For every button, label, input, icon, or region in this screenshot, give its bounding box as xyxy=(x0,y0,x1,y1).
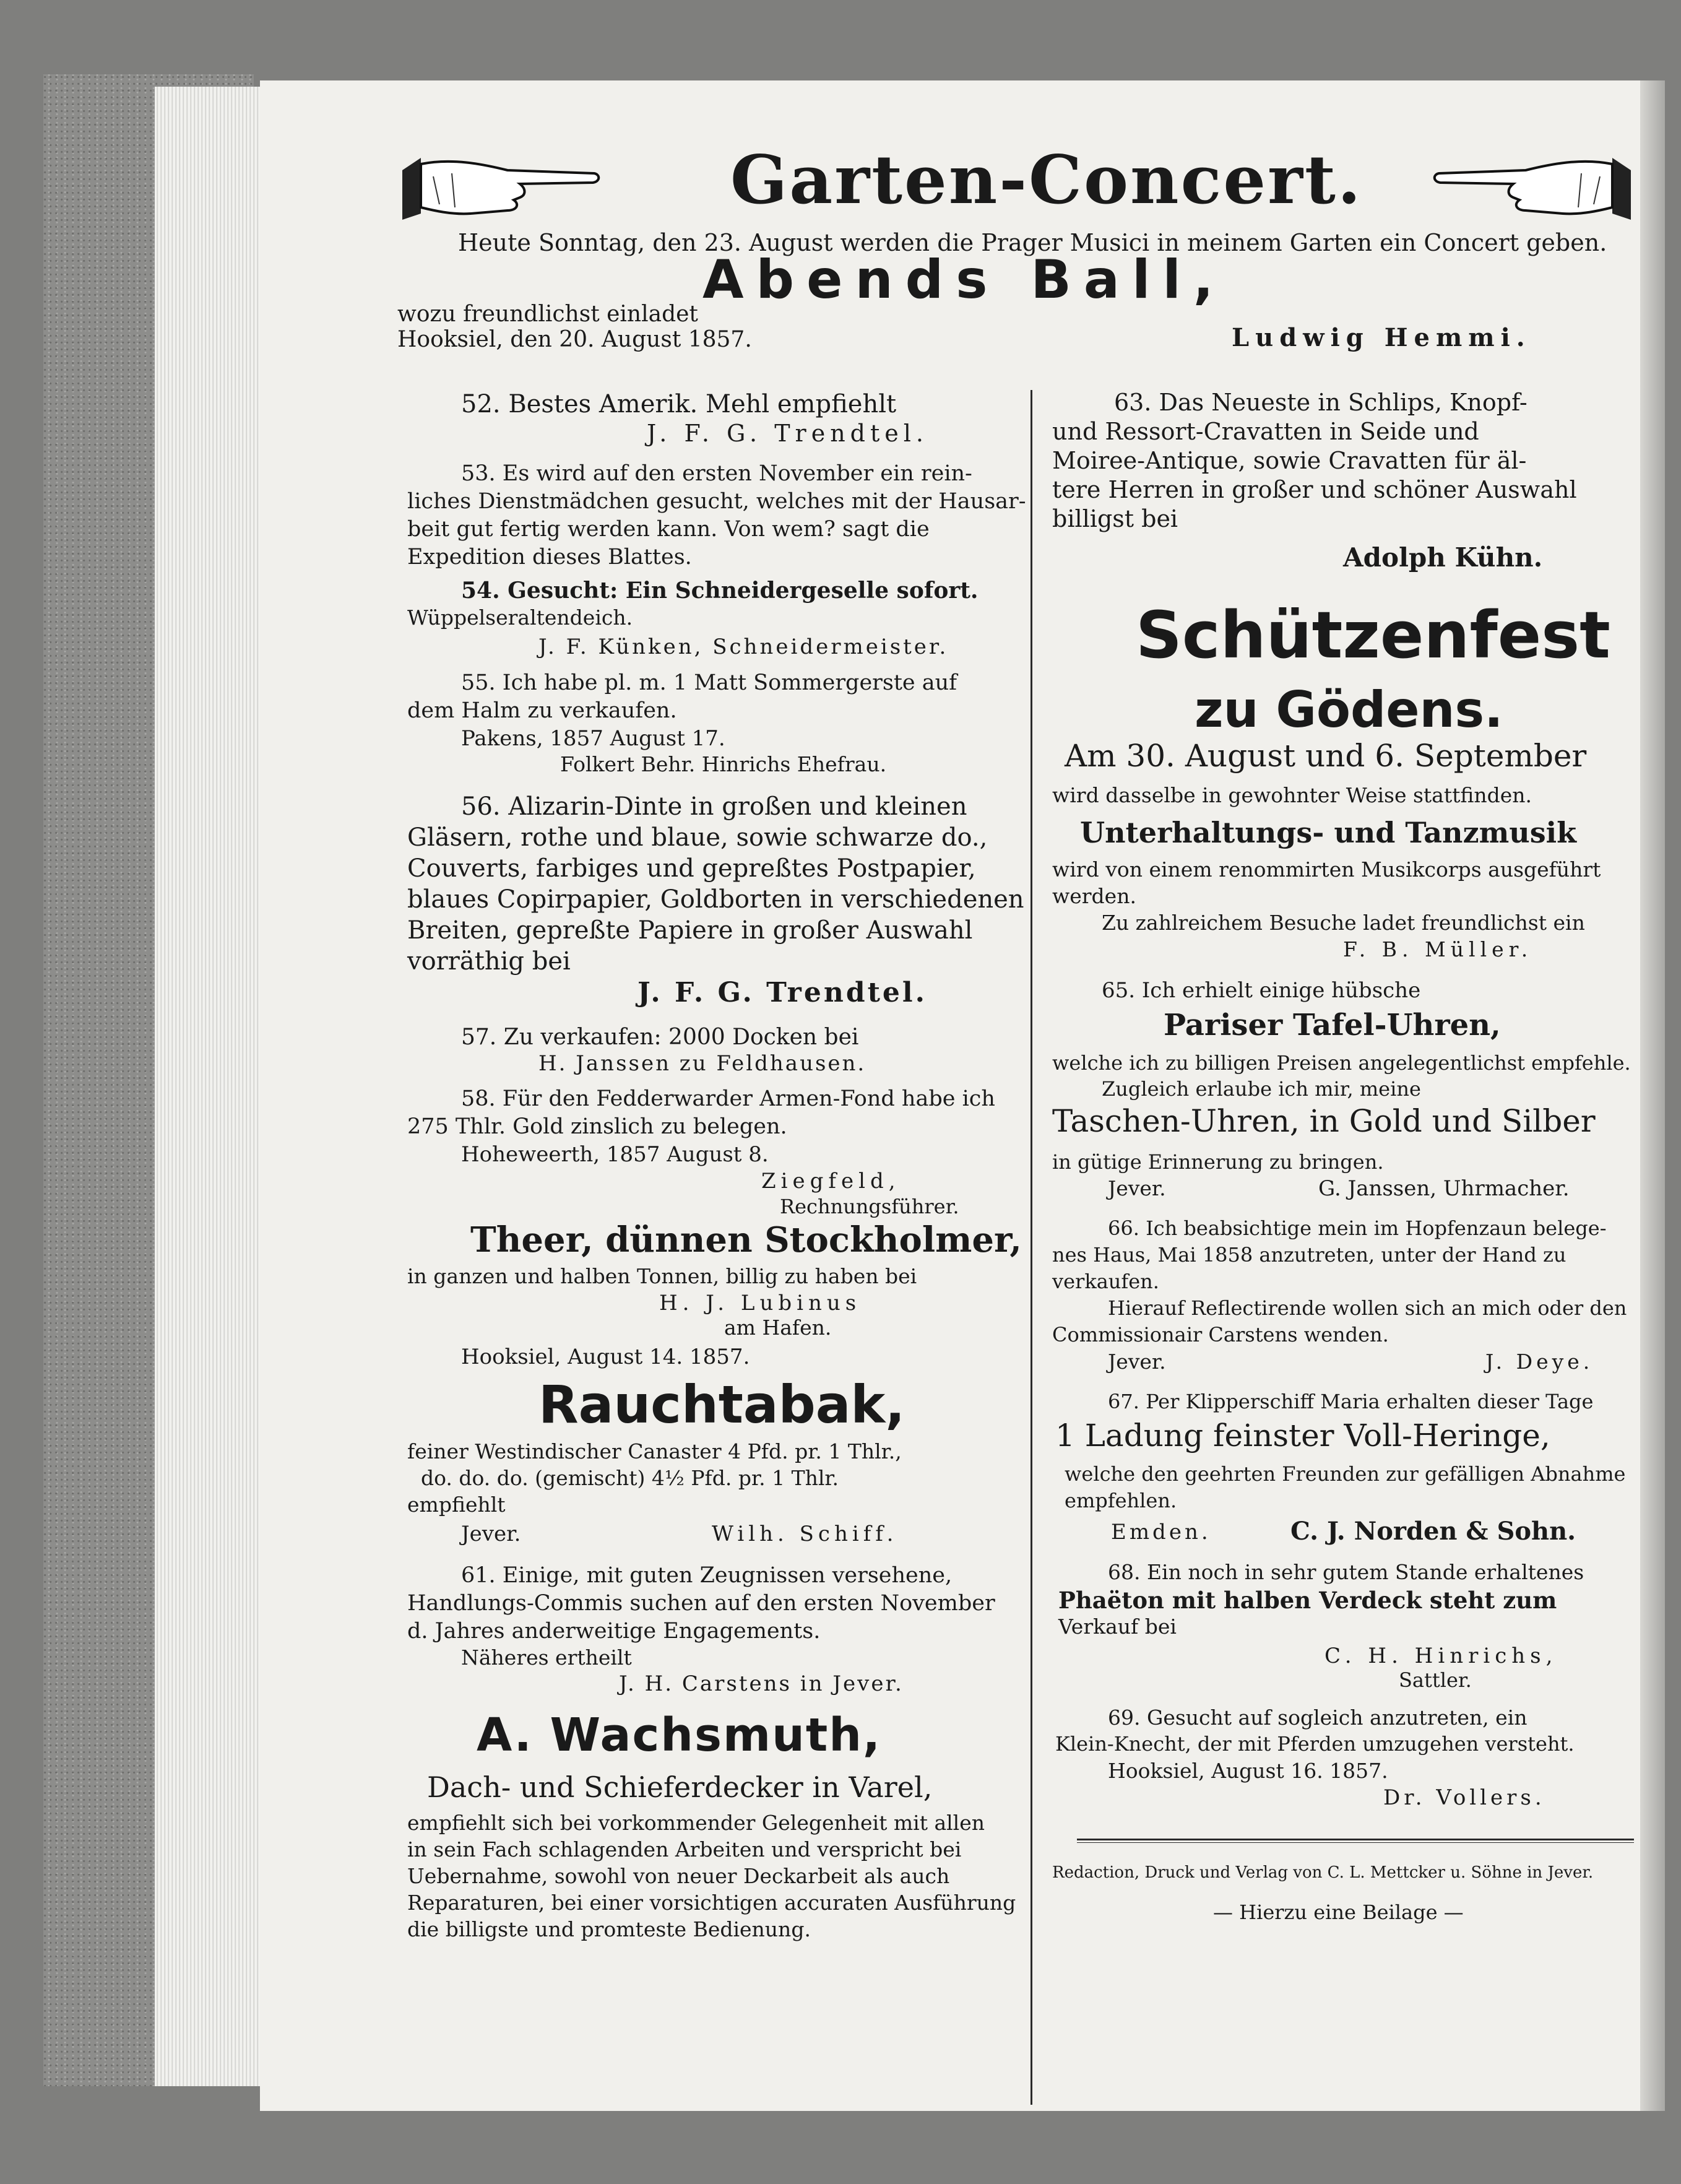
ad-63-line1: 63. Das Neueste in Schlips, Knopf- xyxy=(1114,389,1528,416)
pointing-hand-right-icon xyxy=(1433,145,1637,226)
schuetzenfest-line3: werden. xyxy=(1052,884,1136,908)
ad-52: 52. Bestes Amerik. Mehl empfiehlt xyxy=(461,390,897,418)
ad-55-line3: Pakens, 1857 August 17. xyxy=(461,726,725,751)
theer-line1: in ganzen und halben Tonnen, billig zu haben bei xyxy=(407,1264,917,1288)
ad-58-line2: 275 Thlr. Gold zinslich zu belegen. xyxy=(407,1114,787,1139)
ad-67-signature: C. J. Norden & Sohn. xyxy=(1290,1517,1576,1546)
ad-56-line1: 56. Alizarin-Dinte in großen und kleinen xyxy=(461,792,967,821)
ad-65-title: Pariser Tafel-Uhren, xyxy=(1164,1008,1501,1042)
ad-55-line1: 55. Ich habe pl. m. 1 Matt Sommergerste auf xyxy=(461,670,957,695)
ad-52-signature: J. F. G. Trendtel. xyxy=(647,420,928,447)
ad-61-line2: Handlungs-Commis suchen auf den ersten November xyxy=(407,1591,995,1616)
ad-69-signature: Dr. Vollers. xyxy=(1383,1785,1545,1810)
schuetzenfest-line4: Zu zahlreichem Besuche ladet freundlichst ein xyxy=(1102,911,1585,935)
theer-sig1: H. J. Lubinus xyxy=(659,1291,862,1315)
schuetzenfest-dates: Am 30. August und 6. September xyxy=(1065,738,1587,774)
ad-56-line3: Couverts, farbiges und gepreßtes Postpapier, xyxy=(407,854,976,883)
schuetzenfest-title: Schützenfest xyxy=(1136,597,1610,673)
rauch-title: Rauchtabak, xyxy=(538,1374,905,1435)
ad-68-line3: Verkauf bei xyxy=(1058,1614,1177,1639)
schuetzenfest-title2: zu Gödens. xyxy=(1195,681,1503,739)
ad-54-signature: J. F. Künken, Schneidermeister. xyxy=(538,635,949,659)
ad-55-signature: Folkert Behr. Hinrichs Ehefrau. xyxy=(560,752,887,776)
rauch-line1: feiner Westindischer Canaster 4 Pfd. pr. 1 Thlr., xyxy=(407,1439,902,1463)
pointing-hand-left-icon xyxy=(396,145,600,226)
ad-63-line5: billigst bei xyxy=(1052,505,1178,532)
ad-63-line4: tere Herren in großer und schöner Auswahl xyxy=(1052,476,1577,503)
ad-65-signature: G. Janssen, Uhrmacher. xyxy=(1318,1176,1570,1201)
ad-66-line4: Hierauf Reflectirende wollen sich an mich oder den xyxy=(1108,1296,1627,1320)
ad-65-line3: Zugleich erlaube ich mir, meine xyxy=(1102,1077,1421,1101)
ad-61-line3: d. Jahres anderweitige Engagements. xyxy=(407,1619,821,1644)
wachsmuth-line2: in sein Fach schlagenden Arbeiten und verspricht bei xyxy=(407,1837,962,1861)
ad-68-line1: 68. Ein noch in sehr gutem Stande erhaltenes xyxy=(1108,1560,1584,1584)
ad-67-line3: empfehlen. xyxy=(1065,1489,1177,1512)
ad-57-line2: H. Janssen zu Feldhausen. xyxy=(538,1051,866,1076)
ad-53-line3: beit gut fertig werden kann. Von wem? sagt die xyxy=(407,517,930,542)
ad-67-title: 1 Ladung feinster Voll-Heringe, xyxy=(1055,1418,1550,1454)
ad-55-line2: dem Halm zu verkaufen. xyxy=(407,698,677,723)
page-edges xyxy=(155,87,272,2086)
ad-56-signature: J. F. G. Trendtel. xyxy=(637,977,927,1008)
schuetzenfest-line1: wird dasselbe in gewohnter Weise stattfinden. xyxy=(1052,783,1532,807)
ad-65-title2: Taschen-Uhren, in Gold und Silber xyxy=(1052,1103,1596,1139)
ad-63-line2: und Ressort-Cravatten in Seide und xyxy=(1052,418,1479,445)
ad-66-place: Jever. xyxy=(1108,1350,1166,1374)
ad-65-place: Jever. xyxy=(1108,1176,1166,1200)
ad-66-line1: 66. Ich beabsichtige mein im Hopfenzaun belege- xyxy=(1108,1216,1607,1240)
ad-68-line2: Phaëton mit halben Verdeck steht zum xyxy=(1058,1587,1557,1614)
imprint: Redaction, Druck und Verlag von C. L. Mettcker u. Söhne in Jever. xyxy=(1052,1863,1594,1882)
ad-66-line5: Commissionair Carstens wenden. xyxy=(1052,1323,1389,1346)
ad-65-line2: welche ich zu billigen Preisen angelegentlichst empfehle. xyxy=(1052,1051,1631,1075)
ad-66-line2: nes Haus, Mai 1858 anzutreten, unter der Hand zu xyxy=(1052,1243,1566,1267)
ad-58-line1: 58. Für den Fedderwarder Armen-Fond habe ich xyxy=(461,1086,995,1111)
schuetzenfest-signature: F. B. Müller. xyxy=(1343,937,1533,961)
ad-54-line2: Wüppelseraltendeich. xyxy=(407,605,633,630)
rauch-line3: empfiehlt xyxy=(407,1493,506,1517)
beilage-note: — Hierzu eine Beilage — xyxy=(1213,1900,1464,1924)
imprint-rule-top2 xyxy=(1077,1842,1634,1843)
rauch-place: Jever. xyxy=(461,1522,521,1546)
ad-66-signature: J. Deye. xyxy=(1485,1350,1594,1374)
ad-67-line1: 67. Per Klipperschiff Maria erhalten dieser Tage xyxy=(1108,1390,1594,1413)
ad-65-line4: in gütige Erinnerung zu bringen. xyxy=(1052,1150,1384,1174)
ad-67-line2: welche den geehrten Freunden zur gefälligen Abnahme xyxy=(1065,1462,1626,1486)
wachsmuth-line1: empfiehlt sich bei vorkommender Gelegenheit mit allen xyxy=(407,1811,985,1835)
ad-63-line3: Moiree-Antique, sowie Cravatten für äl- xyxy=(1052,447,1527,474)
theer-title: Theer, dünnen Stockholmer, xyxy=(470,1220,1022,1260)
wachsmuth-line5: die billigste und promteste Bedienung. xyxy=(407,1917,811,1941)
header-line: Heute Sonntag, den 23. August werden die Prager Musici in meinem Garten ein Concert geben. xyxy=(458,229,1607,256)
ad-56-line4: blaues Copirpapier, Goldborten in verschiedenen xyxy=(407,885,1024,914)
ad-69-line2: Klein-Knecht, der mit Pferden umzugehen versteht. xyxy=(1055,1732,1575,1756)
ad-53-line1: 53. Es wird auf den ersten November ein rein- xyxy=(461,461,972,486)
wachsmuth-subtitle: Dach- und Schieferdecker in Varel, xyxy=(427,1770,933,1804)
ad-69-line1: 69. Gesucht auf sogleich anzutreten, ein xyxy=(1108,1705,1528,1730)
schuetzenfest-line2: wird von einem renommirten Musikcorps ausgeführt xyxy=(1052,857,1601,882)
ad-65-line1: 65. Ich erhielt einige hübsche xyxy=(1102,978,1421,1003)
place-date: Hooksiel, den 20. August 1857. xyxy=(397,327,752,352)
ad-58-sig1: Ziegfeld, xyxy=(761,1169,901,1194)
ad-56-line5: Breiten, gepreßte Papiere in großer Auswahl xyxy=(407,916,973,945)
page-title: Garten-Concert. xyxy=(730,141,1363,219)
ad-53-line2: liches Dienstmädchen gesucht, welches mit der Hausar- xyxy=(407,489,1026,514)
invite-text: wozu freundlichst einladet xyxy=(397,301,698,327)
ad-54-line1: 54. Gesucht: Ein Schneidergeselle sofort. xyxy=(461,578,979,604)
ad-57-line1: 57. Zu verkaufen: 2000 Docken bei xyxy=(461,1025,859,1050)
ad-68-sig1: C. H. Hinrichs, xyxy=(1324,1644,1558,1668)
rauch-line2: do. do. do. (gemischt) 4½ Pfd. pr. 1 Thlr. xyxy=(421,1466,839,1490)
schuetzenfest-music: Unterhaltungs- und Tanzmusik xyxy=(1080,816,1576,849)
ad-63-signature: Adolph Kühn. xyxy=(1343,542,1543,573)
ad-53-line4: Expedition dieses Blattes. xyxy=(407,545,692,570)
column-rule xyxy=(1031,390,1032,2105)
ad-56-line2: Gläsern, rothe und blaue, sowie schwarze do., xyxy=(407,823,988,852)
wachsmuth-title: A. Wachsmuth, xyxy=(477,1709,881,1762)
theer-sig2: am Hafen. xyxy=(724,1315,832,1340)
ad-68-sig2: Sattler. xyxy=(1399,1668,1472,1692)
ad-69-line3: Hooksiel, August 16. 1857. xyxy=(1108,1759,1388,1783)
page-shadow xyxy=(1640,80,1665,2111)
wachsmuth-line3: Uebernahme, sowohl von neuer Deckarbeit als auch xyxy=(407,1864,950,1888)
imprint-rule-top xyxy=(1077,1839,1634,1840)
rauch-signature: Wilh. Schiff. xyxy=(712,1522,898,1546)
ad-56-line6: vorräthig bei xyxy=(407,947,571,976)
ad-66-line3: verkaufen. xyxy=(1052,1270,1159,1293)
ad-58-sig2: Rechnungsführer. xyxy=(780,1195,959,1218)
ad-58-line3: Hoheweerth, 1857 August 8. xyxy=(461,1142,769,1167)
ball-heading: Abends Ball, xyxy=(702,249,1226,311)
header-signature: Ludwig Hemmi. xyxy=(1232,323,1531,352)
ad-61-signature: J. H. Carstens in Jever. xyxy=(619,1671,904,1696)
ad-61-line4: Näheres ertheilt xyxy=(461,1645,632,1670)
ad-67-place: Emden. xyxy=(1111,1520,1211,1545)
wachsmuth-line4: Reparaturen, bei einer vorsichtigen accuraten Ausführung xyxy=(407,1891,1016,1915)
theer-date: Hooksiel, August 14. 1857. xyxy=(461,1345,750,1369)
ad-61-line1: 61. Einige, mit guten Zeugnissen versehene, xyxy=(461,1563,953,1588)
